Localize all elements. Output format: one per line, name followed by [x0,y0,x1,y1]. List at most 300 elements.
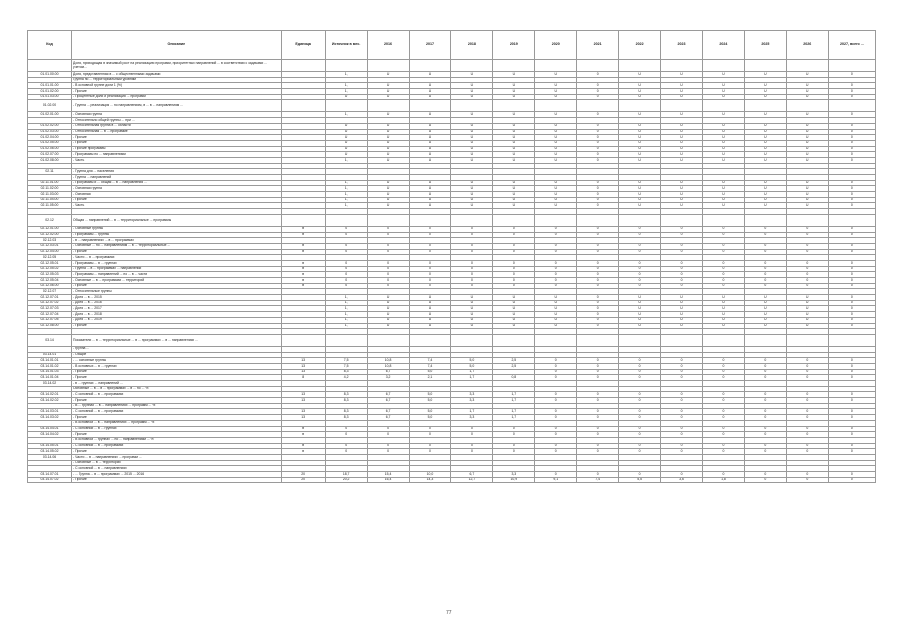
row-value: 0 [702,249,744,255]
row-value: 0 [325,426,367,432]
row-value: U [451,123,493,129]
row-code: 02.12.05.01 [28,260,72,266]
row-value: 0 [577,312,619,318]
row-value [451,60,493,72]
row-value [409,60,451,72]
row-value: 20 [281,477,325,483]
row-value [828,60,875,72]
row-value: 0 [535,392,577,398]
row-value: 0 [535,409,577,415]
row-description: - Часть [72,157,282,163]
row-description: - Группа ... реализация ... по направлениям, в ... в ... направлениям ... [72,100,282,112]
row-value [661,60,703,72]
row-value: U [367,306,409,312]
row-description: - Основные ... в ... территории [72,460,282,466]
row-value: 0 [828,249,875,255]
row-value: U [535,317,577,323]
row-value: 0 [702,272,744,278]
row-value: U [619,157,661,163]
row-value: 0 [744,426,786,432]
row-value: 0 [325,243,367,249]
row-value [577,214,619,226]
row-value: 0 [325,226,367,232]
row-description: - Основная группа [72,186,282,192]
row-value: U [661,295,703,301]
row-value: 0 [367,443,409,449]
row-value: U [661,140,703,146]
row-value [786,334,828,346]
row-value: 0 [577,260,619,266]
row-value: 0,8 [493,375,535,381]
row-value: 0 [409,283,451,289]
row-description: - Прочие [72,432,282,438]
row-value: 5,0 [409,415,451,421]
row-value: U [535,72,577,78]
row-value: 0 [367,232,409,238]
column-header: 2024 [702,31,744,60]
row-description: Общая ... направлений ... в ... территориальные ... программы [72,214,282,226]
row-value: 0 [577,197,619,203]
row-description: - Прочие [72,449,282,455]
row-value: 0 [409,272,451,278]
row-value: 0 [828,375,875,381]
row-value: U [702,89,744,95]
row-value: 6,7 [367,398,409,404]
row-code: 03.14.01.01 [28,358,72,364]
column-header: 2019 [493,31,535,60]
row-value: U [619,300,661,306]
row-code: 02.12.05.02 [28,266,72,272]
row-value: 0 [828,135,875,141]
row-value: 0 [577,135,619,141]
row-value: 0 [577,186,619,192]
row-description: - Программы по ... направлениям [72,152,282,158]
row-value: U [702,140,744,146]
row-description: - ... основные группы [72,358,282,364]
row-value: 0 [535,272,577,278]
row-value [409,100,451,112]
row-value: в [281,449,325,455]
row-value: 0 [661,358,703,364]
row-value: 3,3 [451,392,493,398]
row-value: 0 [577,432,619,438]
row-value: в [281,249,325,255]
row-value: U [744,197,786,203]
column-header: Описание [72,31,282,60]
row-description: - Прочие [72,140,282,146]
row-value: 0 [577,449,619,455]
row-code: 02.12.07.01 [28,295,72,301]
row-description: Доля, представленная в ... с общественными задачами [72,72,282,78]
row-code: 01.01.03.00 [28,94,72,100]
row-value: U [409,72,451,78]
row-value: U [786,197,828,203]
row-value [786,100,828,112]
row-value [744,100,786,112]
row-value: U [786,83,828,89]
row-value: 0 [577,306,619,312]
row-value: U [786,72,828,78]
row-value: 0 [661,426,703,432]
row-value: 0 [661,272,703,278]
row-description: - Доля ... в ... 2015 [72,295,282,301]
row-description: Основные ... в ... в ... программах ... в ... по ... % [72,386,282,392]
row-description: - С основной ... в ... программах [72,443,282,449]
row-value: 0 [451,426,493,432]
row-value: U [786,186,828,192]
row-value: 0 [577,358,619,364]
row-value: 0 [535,398,577,404]
row-value: U [661,157,703,163]
row-value: U [702,203,744,209]
row-value: 0 [744,249,786,255]
row-value: 13 [281,369,325,375]
row-value: 0 [577,426,619,432]
row-value: 0 [577,226,619,232]
row-value: U [451,89,493,95]
table-row [28,214,876,226]
row-value: 0 [828,89,875,95]
row-value: U [619,186,661,192]
row-value: U [535,146,577,152]
row-value [702,100,744,112]
row-value: U [409,135,451,141]
row-value: 0 [702,392,744,398]
row-value: 0 [577,398,619,404]
row-value: U [702,323,744,329]
row-value: U [451,157,493,163]
row-value: 0 [661,278,703,284]
row-value: 0 [409,226,451,232]
row-value: U [744,157,786,163]
row-value: 0 [409,443,451,449]
row-value: U [367,317,409,323]
row-value: 0 [702,398,744,404]
row-value: U [493,186,535,192]
row-value: U [661,180,703,186]
column-header: 2023 [661,31,703,60]
row-value: 0 [828,140,875,146]
row-value: 0 [535,449,577,455]
row-value: 0 [744,243,786,249]
row-value: 0 [661,472,703,478]
row-value: U [661,312,703,318]
row-value [661,214,703,226]
row-value: 0 [535,369,577,375]
row-value: 0 [828,197,875,203]
row-value: U [535,140,577,146]
row-value: U [786,123,828,129]
row-value: 5,0 [409,392,451,398]
row-value [828,100,875,112]
row-value: U [451,295,493,301]
row-value: U [661,317,703,323]
row-value: 0 [828,83,875,89]
row-code: 02.11.05.00 [28,203,72,209]
row-value: 0 [325,278,367,284]
table-row [28,477,876,483]
row-value: 0 [367,449,409,455]
row-value [325,334,367,346]
table-header-row [28,31,876,60]
row-value: 0 [493,443,535,449]
row-value: 0 [493,449,535,455]
row-value: U [367,203,409,209]
row-value: U [619,146,661,152]
row-value: U [451,146,493,152]
row-value: 1, [325,157,367,163]
row-value: 0 [577,443,619,449]
row-value: 1, [325,317,367,323]
row-value: 0 [828,449,875,455]
row-value: 0 [744,392,786,398]
row-value: 0 [619,363,661,369]
row-value: 0 [535,232,577,238]
row-code: 01.02.00 [28,100,72,112]
row-value: 0 [535,249,577,255]
row-value [325,100,367,112]
row-value: 10,8 [367,358,409,364]
row-value: 0 [786,232,828,238]
row-value: 8,3 [325,369,367,375]
row-value: 0 [744,363,786,369]
row-value: 0 [702,363,744,369]
row-value [493,214,535,226]
row-value: U [409,317,451,323]
row-value: 10,9 [493,477,535,483]
row-value: 0 [535,266,577,272]
row-value: 1,7 [493,398,535,404]
row-value: 0 [828,300,875,306]
row-value: 0 [828,369,875,375]
row-value: 0 [828,129,875,135]
row-value: 0 [451,449,493,455]
row-value: 0 [828,152,875,158]
row-description: - С основной ... в ... программах [72,409,282,415]
row-value: 0 [702,409,744,415]
row-value: 0 [786,392,828,398]
row-value: 0 [409,249,451,255]
row-value: U [786,323,828,329]
row-value: 1, [325,89,367,95]
row-value: 0 [828,226,875,232]
row-value: 0 [828,317,875,323]
row-value: U [367,129,409,135]
row-value: U [702,306,744,312]
row-description: - ... Группа ... в ... программах ... 2015 ... 2016 [72,472,282,478]
row-value: 0 [661,432,703,438]
row-value: 3,3 [493,472,535,478]
row-value: 0 [493,272,535,278]
row-value: 2,5 [493,358,535,364]
row-value: U [493,203,535,209]
row-value: 0 [702,226,744,232]
row-value: 0 [702,278,744,284]
row-value: U [619,317,661,323]
row-value: U [619,152,661,158]
row-value: в [281,272,325,278]
row-value: U [744,129,786,135]
row-value: 0 [367,266,409,272]
row-description: - Прочие [72,398,282,404]
row-value: U [451,306,493,312]
row-value: 0 [661,409,703,415]
row-code: 03.14.02.02 [28,398,72,404]
row-value: 0 [535,375,577,381]
row-code: 02.12.03.01 [28,243,72,249]
row-value [744,334,786,346]
row-value: в [281,426,325,432]
row-value: 0 [702,426,744,432]
row-value: U [367,157,409,163]
row-value: U [786,203,828,209]
row-value: U [535,180,577,186]
row-value [744,60,786,72]
row-value: U [744,123,786,129]
row-value: 0 [619,398,661,404]
row-value: U [493,180,535,186]
row-value: 0 [828,123,875,129]
row-code: 02.11.01.00 [28,180,72,186]
row-value: 0 [409,232,451,238]
row-value: U [702,295,744,301]
row-value: 13 [281,415,325,421]
row-value: 0 [577,409,619,415]
row-value: 7,4 [409,358,451,364]
row-value: 0 [325,432,367,438]
row-description: - Относительная группа в ... области [72,123,282,129]
row-code: 02.12 [28,214,72,226]
row-value: 4,2 [325,375,367,381]
row-value: 0 [577,203,619,209]
row-value: U [702,83,744,89]
row-description: - В ... группах ... в ... направлениях ... программ ... % [72,403,282,409]
row-value: U [786,94,828,100]
row-value: U [619,83,661,89]
row-description: Показатели ... в ... территориальные ... в ... программах ... в ... направлениях ... [72,334,282,346]
row-value: 0 [828,432,875,438]
row-value: U [744,89,786,95]
row-value: 0 [325,283,367,289]
row-value: U [409,112,451,118]
row-value: U [451,323,493,329]
row-value: 0 [451,432,493,438]
row-value: 0 [409,278,451,284]
row-value: 0 [535,432,577,438]
row-value: 0 [451,249,493,255]
row-value: U [367,300,409,306]
row-value: 0 [744,375,786,381]
row-value: 0 [535,283,577,289]
row-value: U [786,300,828,306]
row-description: - Прочие [72,197,282,203]
row-value: U [786,112,828,118]
row-value: 0 [577,112,619,118]
row-value: 0 [828,477,875,483]
row-value: 1,7 [493,415,535,421]
row-value: 0 [577,243,619,249]
row-value: 15,4 [367,472,409,478]
row-value: 0 [451,443,493,449]
row-description: - Группа для ... населения [72,169,282,175]
row-value: U [409,323,451,329]
row-description: - Основная [72,192,282,198]
row-value [535,60,577,72]
row-value: 0 [451,260,493,266]
column-header: Источник в мес. [325,31,367,60]
row-value: 1, [325,83,367,89]
row-value: 0 [744,232,786,238]
row-value: U [493,123,535,129]
row-value [535,100,577,112]
row-value: 0 [744,449,786,455]
row-value [451,214,493,226]
table-sheet [27,30,876,590]
row-value: U [661,186,703,192]
row-value: 0 [619,409,661,415]
row-value: U [744,317,786,323]
row-value: U [409,129,451,135]
row-value: U [661,89,703,95]
row-value: U [702,152,744,158]
row-value: 1, [325,312,367,318]
row-value: 0 [661,266,703,272]
row-value: U [493,192,535,198]
row-value: 0 [619,249,661,255]
row-value: 0 [577,278,619,284]
row-value: 0 [786,477,828,483]
row-value: 0 [493,249,535,255]
row-value: 1, [325,112,367,118]
row-value: 0 [451,283,493,289]
row-value: 0 [661,232,703,238]
row-value: 0 [828,415,875,421]
row-code: 01.02.08.00 [28,157,72,163]
row-value: 13 [281,409,325,415]
row-description: - Прочие программы [72,146,282,152]
row-value: 0 [493,232,535,238]
row-value: U [619,89,661,95]
row-value: U [535,129,577,135]
row-value: U [493,295,535,301]
row-value: 0 [493,426,535,432]
row-value: U [619,129,661,135]
row-value: U [451,94,493,100]
row-value: U [493,157,535,163]
row-value: 0 [619,226,661,232]
row-value: 13 [281,398,325,404]
row-code: 02.12.05.03 [28,272,72,278]
row-value: 7,4 [577,477,619,483]
row-value: U [493,306,535,312]
row-value: U [451,72,493,78]
row-code: 03.14.07.01 [28,472,72,478]
row-value: 0 [744,443,786,449]
row-value: U [367,146,409,152]
row-code: 02.12.07 [28,289,72,295]
row-value: 5,5 [619,477,661,483]
row-value: U [409,123,451,129]
row-value: 0 [828,203,875,209]
row-value: U [744,186,786,192]
row-value: в [281,266,325,272]
row-description: - Прочие [72,323,282,329]
row-value: U [409,186,451,192]
row-value: 0 [577,232,619,238]
row-value: 0 [744,415,786,421]
row-code: 03.14.05.02 [28,449,72,455]
row-value: 1,7 [451,375,493,381]
